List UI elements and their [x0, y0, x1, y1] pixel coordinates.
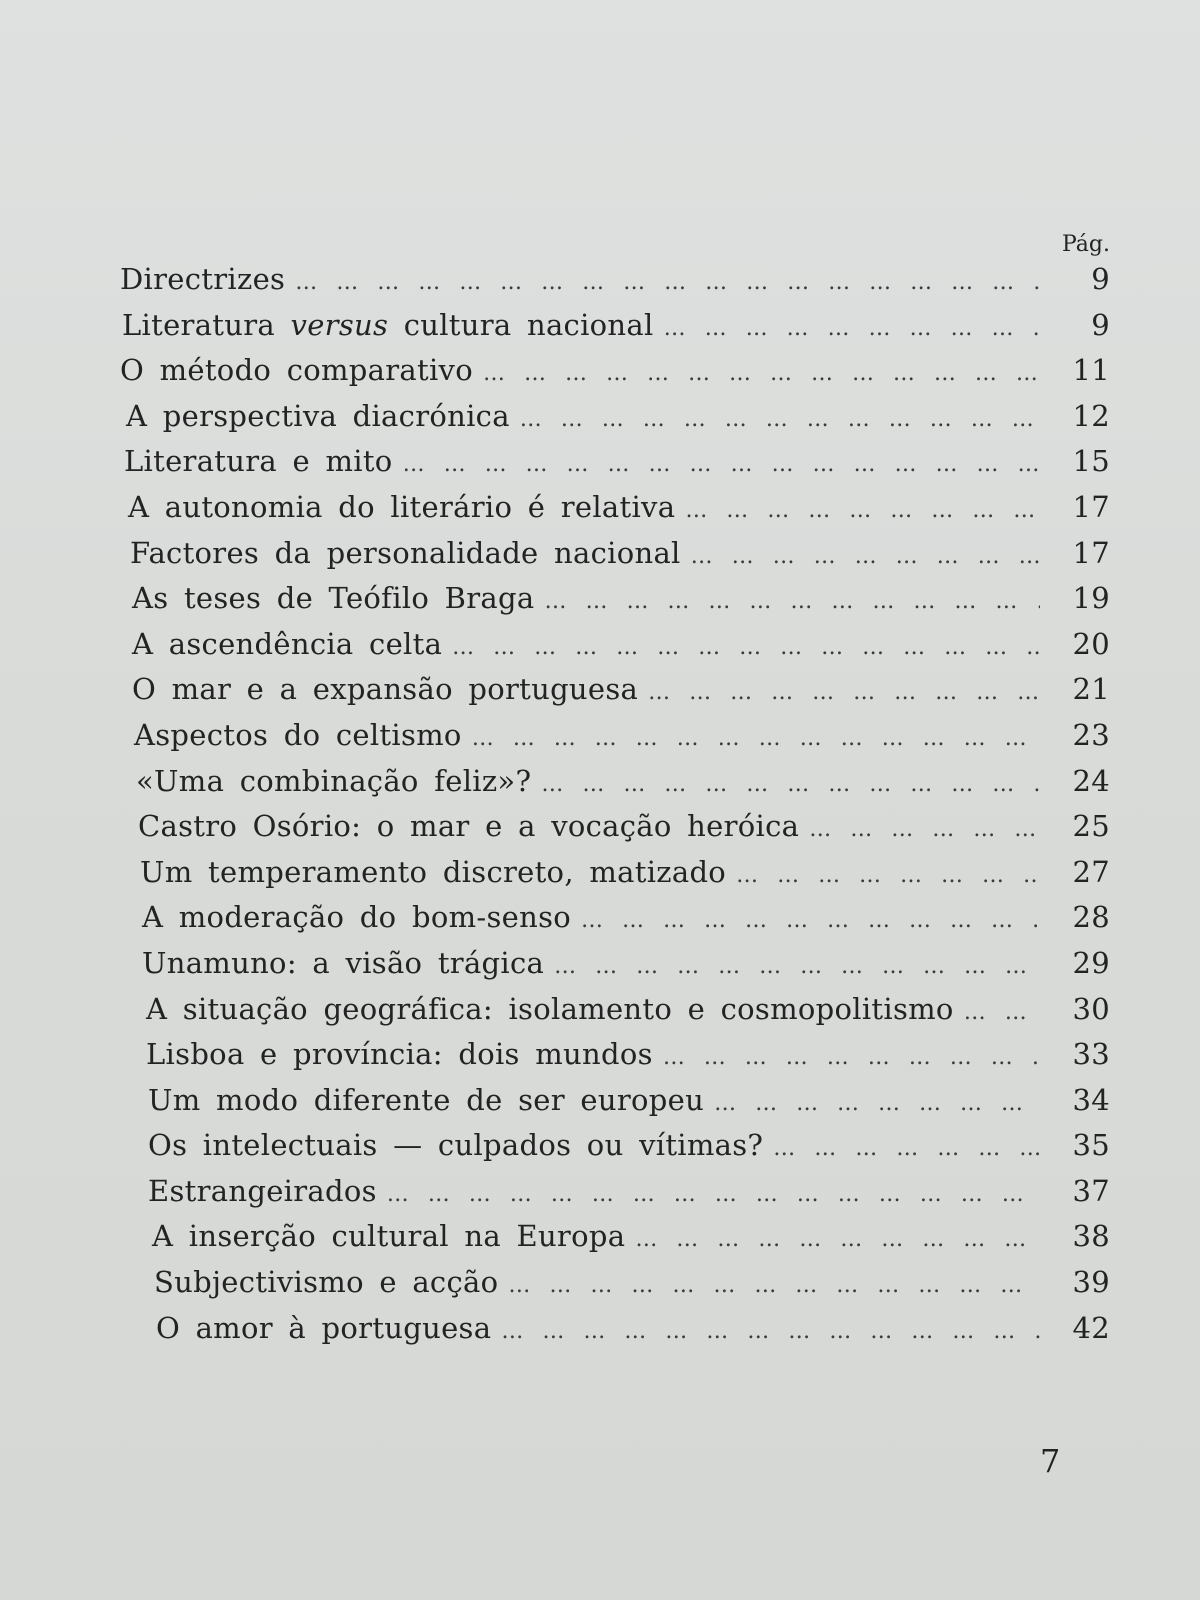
toc-entry-page: 15	[1072, 444, 1110, 479]
toc-entry	[120, 262, 1110, 308]
toc-entry-page: 30	[1072, 991, 1110, 1026]
toc-entry-title-text: Literatura e mito	[124, 444, 393, 479]
toc-entry-title-text: cultura nacional	[388, 307, 654, 342]
toc-entry-title-text: Lisboa e província: dois mundos	[146, 1037, 653, 1072]
toc-entry-title-text: O método comparativo	[120, 353, 473, 388]
toc-entry-title	[132, 627, 442, 661]
toc-entry	[120, 946, 1110, 992]
toc-entry-title-italic: versus	[290, 307, 389, 342]
dot-leader	[295, 270, 1040, 295]
toc-entry-title	[142, 946, 544, 980]
toc-entry-title-text: Um modo diferente de ser europeu	[148, 1082, 705, 1117]
dot-leader	[809, 817, 1040, 842]
toc-entry-page: 17	[1072, 489, 1110, 524]
toc-entry-page: 25	[1072, 809, 1110, 844]
toc-entry-title-text: O mar e a expansão portuguesa	[132, 672, 639, 707]
toc-entry	[120, 764, 1110, 810]
toc-entry-title-text: Directrizes	[120, 262, 286, 296]
dot-leader	[554, 954, 1040, 979]
toc-entry-title	[148, 1083, 704, 1117]
toc-entry-title	[132, 581, 534, 615]
toc-entry-title-text: As teses de Teófilo Braga	[132, 581, 535, 616]
toc-entry	[120, 855, 1110, 901]
toc-entry-page: 33	[1072, 1037, 1110, 1072]
toc-entry-title-text: «Uma combinação feliz»?	[136, 763, 532, 798]
toc-entry-page: 28	[1072, 900, 1110, 935]
toc-entry-title	[126, 399, 510, 433]
dot-leader	[472, 726, 1040, 751]
toc-entry-title	[132, 672, 638, 706]
dot-leader	[508, 1273, 1040, 1298]
toc-entry	[120, 1128, 1110, 1174]
toc-entry	[120, 1083, 1110, 1129]
toc-entry	[120, 353, 1110, 399]
toc-entry-title	[140, 855, 726, 889]
dot-leader	[635, 1227, 1040, 1252]
toc-entry-page: 39	[1072, 1265, 1110, 1300]
toc-entry-page: 35	[1072, 1128, 1110, 1163]
toc-entry-page: 11	[1072, 353, 1110, 388]
toc-entry-title-text: A ascendência celta	[132, 626, 443, 661]
toc-entry	[120, 581, 1110, 627]
dot-leader	[648, 680, 1040, 705]
toc-entry	[120, 1219, 1110, 1265]
toc-entry-title-text: Unamuno: a visão trágica	[142, 945, 545, 980]
toc-entry-title-text: A moderação do bom-senso	[142, 900, 572, 935]
toc-entries	[120, 262, 1110, 1356]
toc-entry	[120, 1174, 1110, 1220]
toc-entry-title-text: A autonomia do literário é relativa	[128, 489, 676, 524]
toc-entry-title	[122, 308, 654, 342]
dot-leader	[520, 407, 1040, 432]
toc-entry	[120, 992, 1110, 1038]
toc-entry	[120, 627, 1110, 673]
toc-entry	[120, 1037, 1110, 1083]
toc-entry-title	[124, 444, 393, 478]
dot-leader	[736, 863, 1040, 888]
toc-entry-title	[148, 1174, 377, 1208]
toc-entry	[120, 718, 1110, 764]
toc-entry-title-text: Literatura	[122, 307, 291, 342]
dot-leader	[403, 452, 1040, 477]
toc-entry-page: 29	[1072, 945, 1110, 980]
toc-entry-title	[156, 1311, 491, 1345]
toc-entry	[120, 1265, 1110, 1311]
dot-leader	[664, 316, 1040, 341]
toc-entry-title-text: A perspectiva diacrónica	[126, 398, 510, 433]
toc-entry-title-text: Estrangeirados	[148, 1173, 377, 1208]
toc-entry-page: 17	[1072, 535, 1110, 570]
toc-entry	[120, 399, 1110, 445]
toc-entry	[120, 490, 1110, 536]
toc-entry-page: 42	[1072, 1310, 1110, 1345]
toc-entry-title	[138, 809, 799, 843]
toc-entry-title	[136, 764, 531, 798]
toc-entry-page: 9	[1091, 262, 1110, 296]
toc-entry	[120, 536, 1110, 582]
table-of-contents	[120, 228, 1110, 1356]
dot-leader	[691, 544, 1040, 569]
dot-leader	[581, 908, 1040, 933]
toc-entry-page: 38	[1072, 1219, 1110, 1254]
dot-leader	[964, 1000, 1040, 1025]
toc-entry-title	[152, 1219, 625, 1253]
toc-entry	[120, 809, 1110, 855]
toc-entry-title	[128, 490, 675, 524]
toc-entry-page: 12	[1072, 398, 1110, 433]
toc-entry-title	[142, 900, 571, 934]
page-column-header: Pág.	[1061, 232, 1110, 257]
dot-leader	[773, 1136, 1040, 1161]
dot-leader	[685, 498, 1040, 523]
dot-leader	[541, 772, 1040, 797]
toc-entry-page: 9	[1091, 307, 1110, 342]
toc-entry	[120, 308, 1110, 354]
toc-entry-title-text: O amor à portuguesa	[156, 1310, 492, 1345]
toc-entry-title	[146, 992, 954, 1026]
toc-entry-page: 37	[1072, 1173, 1110, 1208]
toc-entry-title-text: A inserção cultural na Europa	[152, 1219, 626, 1254]
toc-entry-page: 19	[1072, 581, 1110, 616]
toc-entry-title	[148, 1128, 763, 1162]
toc-entry-title-text: Os intelectuais — culpados ou vítimas?	[148, 1128, 764, 1163]
toc-entry-page: 24	[1072, 763, 1110, 798]
toc-entry	[120, 900, 1110, 946]
toc-entry-page: 34	[1072, 1082, 1110, 1117]
toc-entry-page: 23	[1072, 717, 1110, 752]
toc-entry-title-text: Um temperamento discreto, matizado	[140, 854, 727, 889]
toc-entry-title-text: Castro Osório: o mar e a vocação heróica	[138, 809, 800, 844]
dot-leader	[663, 1045, 1040, 1070]
toc-entry	[120, 672, 1110, 718]
dot-leader	[501, 1319, 1040, 1344]
dot-leader	[483, 361, 1040, 386]
toc-entry-page: 21	[1072, 672, 1110, 707]
toc-entry-title	[154, 1265, 498, 1299]
toc-entry-title-text: A situação geográfica: isolamento e cosmopolitismo	[146, 991, 954, 1026]
toc-entry-title-text: Aspectos do celtismo	[134, 717, 462, 752]
toc-entry-page: 20	[1072, 626, 1110, 661]
dot-leader	[452, 635, 1040, 660]
toc-entry-page: 27	[1072, 854, 1110, 889]
toc-entry-title	[146, 1037, 653, 1071]
dot-leader	[544, 589, 1040, 614]
toc-entry-title-text: Factores da personalidade nacional	[130, 535, 681, 570]
toc-entry-title	[134, 718, 462, 752]
toc-entry	[120, 444, 1110, 490]
toc-entry-title	[120, 262, 285, 296]
toc-entry-title	[130, 536, 681, 570]
toc-entry	[120, 1311, 1110, 1357]
dot-leader	[387, 1182, 1040, 1207]
page-number: 7	[1040, 1442, 1061, 1480]
toc-entry-title-text: Subjectivismo e acção	[154, 1265, 499, 1300]
dot-leader	[714, 1091, 1040, 1116]
toc-entry-title	[120, 353, 473, 387]
